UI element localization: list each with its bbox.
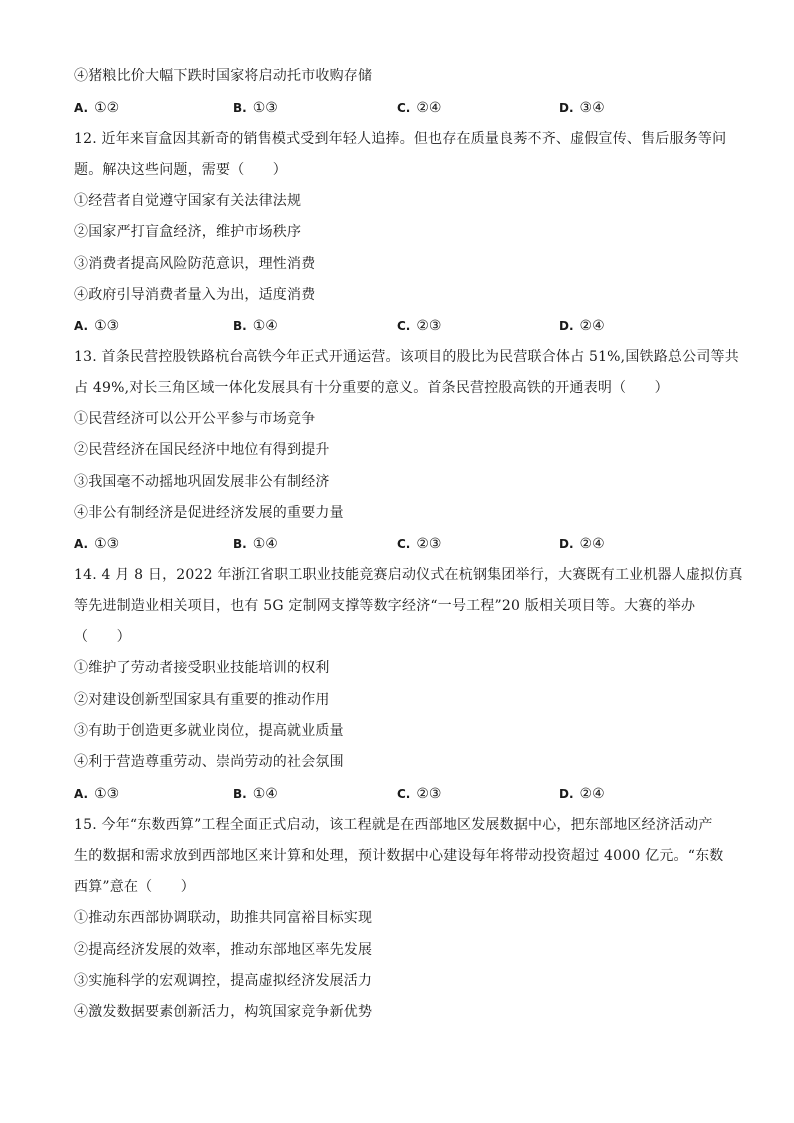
q13-option-4: ④非公有制经济是促进经济发展的重要力量 (74, 505, 344, 521)
q13-option-1: ①民营经济可以公开公平参与市场竞争 (74, 411, 316, 427)
q12-option-4: ④政府引导消费者量入为出，适度消费 (74, 287, 316, 303)
q11-choice-d: D. ③④ (559, 100, 605, 116)
q15-stem-line-2: 生的数据和需求放到西部地区来计算和处理，预计数据中心建设每年将带动投资超过 4000 亿元。“东数 (74, 848, 724, 864)
q12-choice-a: A. ①③ (74, 318, 120, 334)
q13-option-2: ②民营经济在国民经济中地位有得到提升 (74, 442, 330, 458)
q15-stem-line-3: 西算”意在（ ） (74, 879, 195, 895)
q11-choice-b: B. ①③ (233, 100, 278, 116)
q12-choice-c: C. ②③ (397, 318, 442, 334)
q15-stem-line-1: 15. 今年“东数西算”工程全面正式启动，该工程就是在西部地区发展数据中心，把东部地区经济活动产 (74, 817, 713, 833)
q15-option-3: ③实施科学的宏观调控，提高虚拟经济发展活力 (74, 973, 373, 989)
q13-choice-d: D. ②④ (559, 536, 605, 552)
q14-option-1: ①维护了劳动者接受职业技能培训的权利 (74, 660, 330, 676)
q13-option-3: ③我国毫不动摇地巩固发展非公有制经济 (74, 474, 330, 490)
q12-choice-b: B. ①④ (233, 318, 278, 334)
q12-choices (74, 316, 634, 336)
q13-stem-line-1: 13. 首条民营控股铁路杭台高铁今年正式开通运营。该项目的股比为民营联合体占 51%,国铁路总公司等共 (74, 349, 739, 365)
q11-choices (74, 98, 634, 118)
q14-stem-line-3: （ ） (74, 629, 131, 645)
q12-option-1: ①经营者自觉遵守国家有关法律法规 (74, 193, 302, 209)
q14-choice-a: A. ①③ (74, 786, 120, 802)
q11-choice-c: C. ②④ (397, 100, 442, 116)
q13-choice-b: B. ①④ (233, 536, 278, 552)
q14-choice-d: D. ②④ (559, 786, 605, 802)
q14-choice-c: C. ②③ (397, 786, 442, 802)
q14-choices (74, 784, 634, 804)
q15-option-2: ②提高经济发展的效率，推动东部地区率先发展 (74, 942, 373, 958)
q12-stem-line-2: 题。解决这些问题，需要（ ） (74, 162, 287, 178)
q13-choice-a: A. ①③ (74, 536, 120, 552)
q13-stem-line-2: 占 49%,对长三角区域一体化发展具有十分重要的意义。首条民营控股高铁的开通表明（ ） (74, 380, 669, 396)
q12-stem-line-1: 12. 近年来盲盒因其新奇的销售模式受到年轻人追捧。但也存在质量良莠不齐、虚假宣传、售后服务等问 (74, 131, 727, 147)
q15-option-1: ①推动东西部协调联动，助推共同富裕目标实现 (74, 910, 373, 926)
q11-choice-a: A. ①② (74, 100, 120, 116)
q12-option-2: ②国家严打盲盒经济，维护市场秩序 (74, 224, 302, 240)
q11-option-4: ④猪粮比价大幅下跌时国家将启动托市收购存储 (74, 68, 373, 84)
q14-stem-line-2: 等先进制造业相关项目，也有 5G 定制网支撑等数字经济“一号工程”20 版相关项目等。大赛的举办 (74, 598, 696, 614)
q14-option-2: ②对建设创新型国家具有重要的推动作用 (74, 692, 330, 708)
q13-choices (74, 534, 634, 554)
q13-choice-c: C. ②③ (397, 536, 442, 552)
q14-option-4: ④利于营造尊重劳动、崇尚劳动的社会氛围 (74, 754, 344, 770)
q14-stem-line-1: 14. 4 月 8 日，2022 年浙江省职工职业技能竞赛启动仪式在杭钢集团举行，大赛既有工业机器人虚拟仿真 (74, 567, 743, 583)
q12-choice-d: D. ②④ (559, 318, 605, 334)
q12-option-3: ③消费者提高风险防范意识，理性消费 (74, 256, 316, 272)
q14-choice-b: B. ①④ (233, 786, 278, 802)
q15-option-4: ④激发数据要素创新活力，构筑国家竞争新优势 (74, 1004, 373, 1020)
q14-option-3: ③有助于创造更多就业岗位，提高就业质量 (74, 723, 344, 739)
